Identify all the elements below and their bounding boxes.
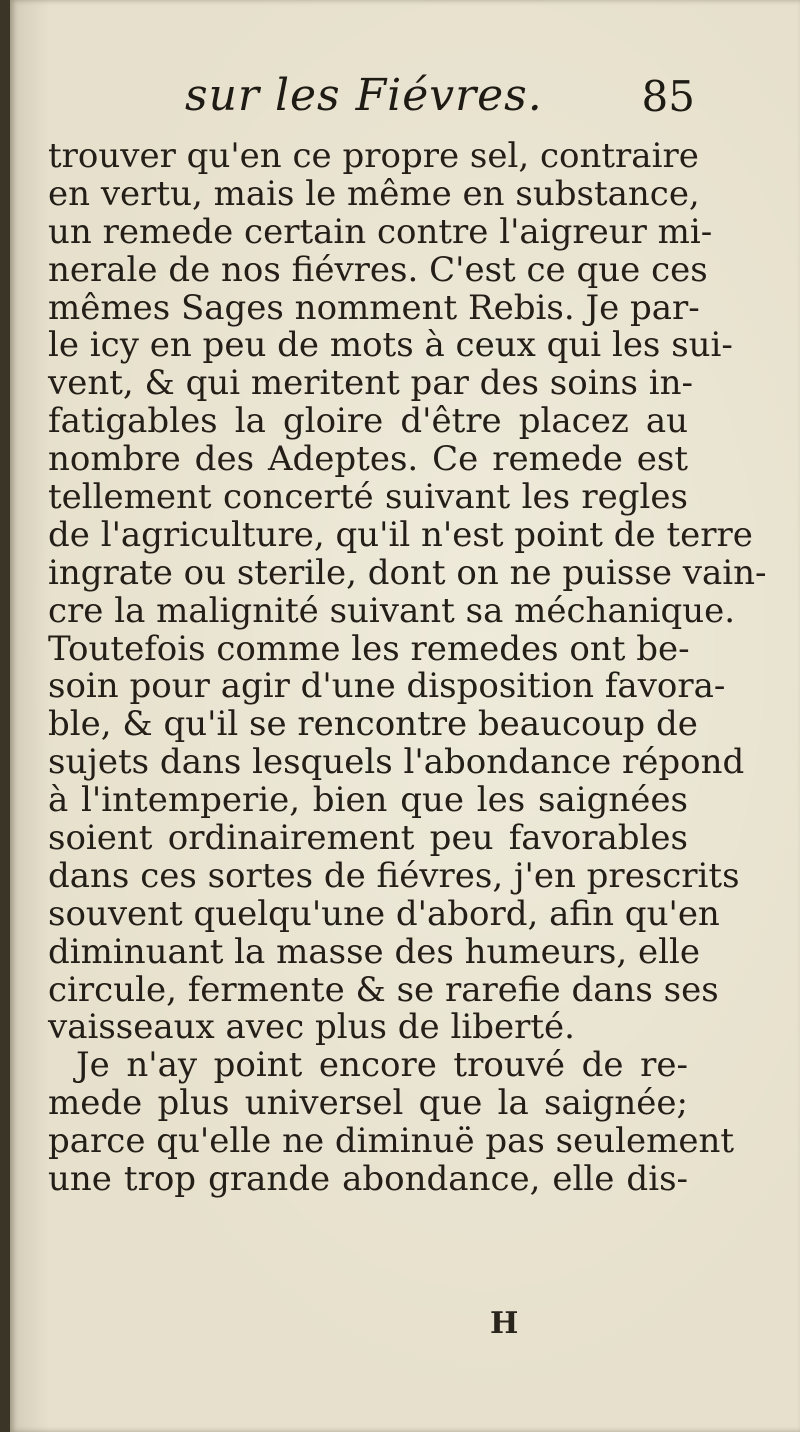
text-line: un remede certain contre l'aigreur mi- — [48, 211, 713, 252]
signature-mark: H — [490, 1306, 519, 1341]
text-line: cre la malignité suivant sa méchanique. — [48, 590, 736, 631]
text-line: le icy en peu de mots à ceux qui les sui- — [48, 325, 733, 366]
paragraph — [48, 1045, 735, 1200]
text-line: Je n'ay point encore trouvé de re- — [76, 1045, 688, 1086]
text-line: tellement concerté suivant les regles — [48, 477, 688, 518]
text-line: soient ordinairement peu favorables — [48, 818, 688, 859]
text-line: vent, & qui meritent par des soins in- — [48, 363, 694, 404]
text-line: vaisseaux avec plus de liberté. — [48, 1007, 575, 1048]
text-line: nerale de nos fiévres. C'est ce que ces — [48, 249, 708, 290]
running-head — [185, 70, 695, 140]
text-line: à l'intemperie, bien que les saignées — [48, 780, 688, 821]
book-spine-edge — [0, 0, 10, 1432]
text-line: en vertu, mais le même en substance, — [48, 173, 700, 214]
text-line: ble, & qu'il se rencontre beaucoup de — [48, 704, 698, 745]
text-line: Toutefois comme les remedes ont be- — [48, 628, 690, 669]
text-line: dans ces sortes de fiévres, j'en prescrits — [48, 855, 740, 896]
text-line: soin pour agir d'une disposition favora- — [48, 666, 726, 707]
text-line: diminuant la masse des humeurs, elle — [48, 931, 700, 972]
text-line: mede plus universel que la saignée; — [48, 1083, 688, 1124]
text-line: parce qu'elle ne diminuë pas seulement — [48, 1121, 735, 1162]
book-page — [10, 0, 800, 1432]
text-line: circule, fermente & se rarefie dans ses — [48, 969, 719, 1010]
paragraph — [48, 136, 767, 1048]
text-line: mêmes Sages nomment Rebis. Je par- — [48, 287, 700, 328]
page-number: 85 — [641, 72, 695, 121]
text-line: de l'agriculture, qu'il n'est point de terre — [48, 514, 753, 555]
text-line: nombre des Adeptes. Ce remede est — [48, 439, 688, 480]
text-line: une trop grande abondance, elle dis- — [48, 1159, 688, 1200]
body-text — [48, 136, 767, 1200]
text-line: souvent quelqu'une d'abord, afin qu'en — [48, 893, 720, 934]
text-line: trouver qu'en ce propre sel, contraire — [48, 136, 699, 176]
running-title: sur les Fiévres. — [185, 70, 543, 121]
text-line: fatigables la gloire d'être placez au — [48, 401, 688, 442]
text-line: sujets dans lesquels l'abondance répond — [48, 742, 745, 783]
text-line: ingrate ou sterile, dont on ne puisse vain- — [48, 552, 767, 593]
